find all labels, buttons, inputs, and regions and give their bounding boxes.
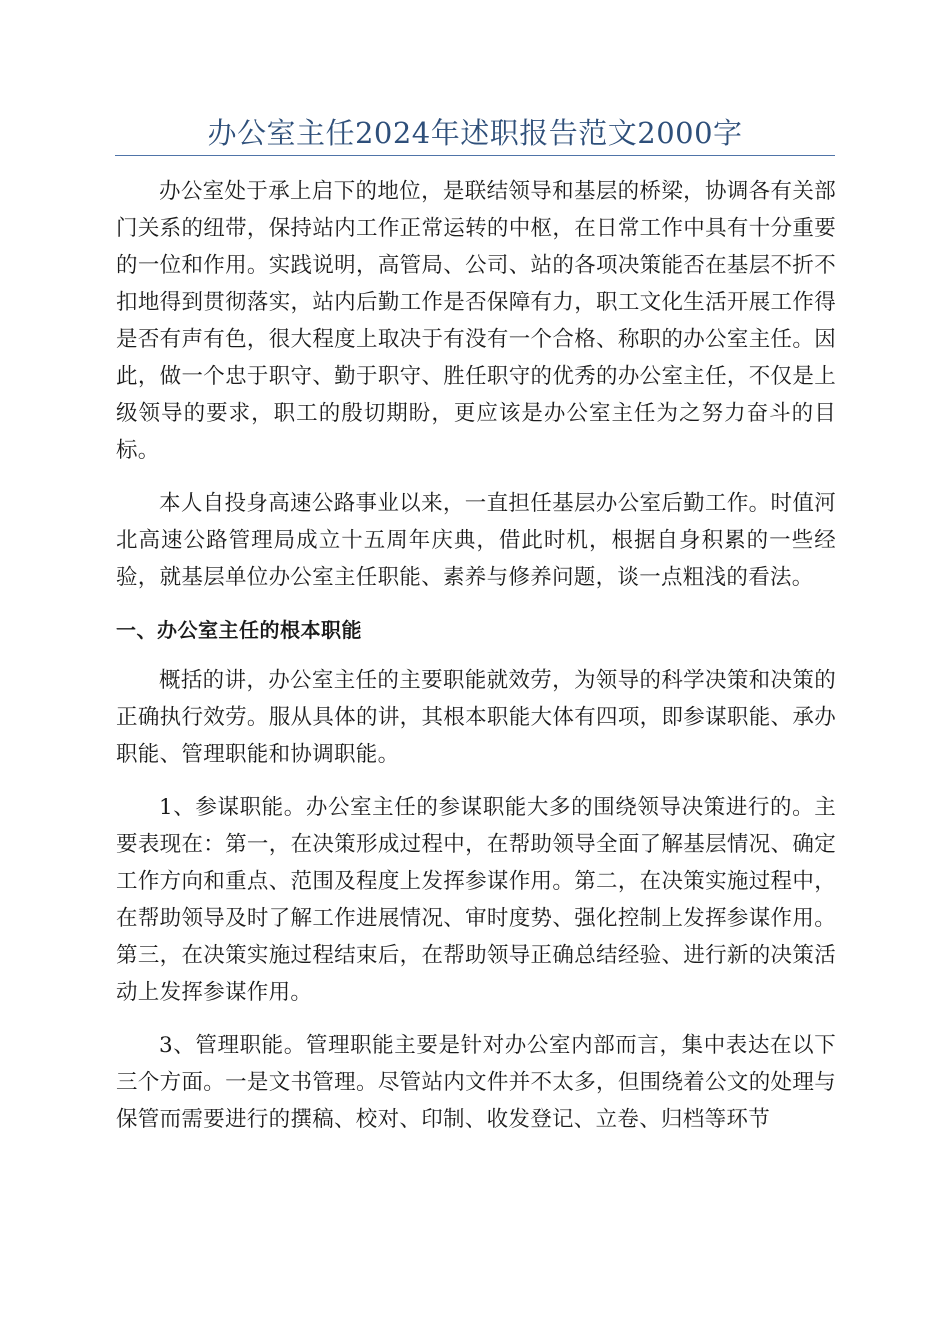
- document-body: [116, 173, 836, 1154]
- title-underline: [115, 155, 835, 156]
- section1-paragraph-3: 3、管理职能。管理职能主要是针对办公室内部而言，集中表达在以下三个方面。一是文书管理。尽管站内文件并不太多，但围绕着公文的处理与保管而需要进行的撰稿、校对、印制、收发登记、立卷、归档等环节: [116, 1033, 836, 1132]
- section1-paragraph-1: 概括的讲，办公室主任的主要职能就效劳，为领导的科学决策和决策的正确执行效劳。服从具体的讲，其根本职能大体有四项，即参谋职能、承办职能、管理职能和协调职能。: [116, 668, 836, 767]
- intro-paragraph-2: 本人自投身高速公路事业以来，一直担任基层办公室后勤工作。时值河北高速公路管理局成立十五周年庆典，借此时机，根据自身积累的一些经验，就基层单位办公室主任职能、素养与修养问题，谈一点粗浅的看法。: [116, 491, 836, 590]
- intro-paragraph-1: 办公室处于承上启下的地位，是联结领导和基层的桥梁，协调各有关部门关系的纽带，保持站内工作正常运转的中枢，在日常工作中具有十分重要的一位和作用。实践说明，高管局、公司、站的各项决策能否在基层不折不扣地得到贯彻落实，站内后勤工作是否保障有力，职工文化生活开展工作得是否有声有色，很大程度上取决于有没有一个合格、称职的办公室主任。因此，做一个忠于职守、勤于职守、胜任职守的优秀的办公室主任，不仅是上级领导的要求，职工的殷切期盼，更应该是办公室主任为之努力奋斗的目标。: [116, 179, 836, 463]
- document-title: 办公室主任2024年述职报告范文2000字: [207, 116, 743, 150]
- section1-paragraph-2: 1、参谋职能。办公室主任的参谋职能大多的围绕领导决策进行的。主要表现在：第一，在决策形成过程中，在帮助领导全面了解基层情况、确定工作方向和重点、范围及程度上发挥参谋作用。第二，在决策实施过程中，在帮助领导及时了解工作进展情况、审时度势、强化控制上发挥参谋作用。第三，在决策实施过程结束后，在帮助领导正确总结经验、进行新的决策活动上发挥参谋作用。: [116, 795, 836, 1005]
- section-heading-1: 一、办公室主任的根本职能: [116, 618, 362, 642]
